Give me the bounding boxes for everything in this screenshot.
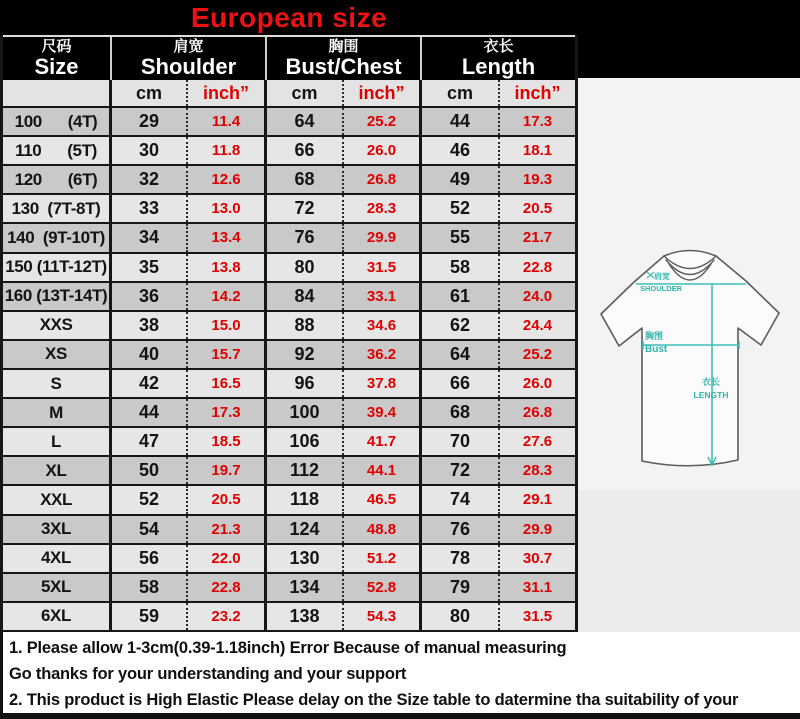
table-row [3, 195, 575, 224]
size-label: 6XL [3, 603, 112, 630]
table-row [3, 457, 575, 486]
value-cell: 72 [422, 457, 500, 484]
value-cell: 44 [422, 108, 500, 135]
header-length-en: Length [461, 53, 536, 79]
header-bust [267, 37, 422, 80]
value-cell: 54.3 [344, 603, 422, 630]
value-cell: 25.2 [344, 108, 422, 135]
header-shoulder-zh: 肩宽 [173, 38, 204, 56]
value-cell: 42 [112, 370, 188, 397]
value-cell: 11.8 [188, 137, 267, 164]
units-row [3, 80, 575, 108]
value-cell: 27.6 [522, 433, 553, 451]
unit-inch: inch” [188, 80, 267, 106]
size-label: 130 (7T-8T) [3, 195, 112, 222]
value-cell: 48.8 [344, 516, 422, 543]
value-cell: 64 [267, 108, 344, 135]
value-cell: 138 [267, 603, 344, 630]
value-cell: 21.7 [522, 229, 553, 247]
value-cell: 22.8 [522, 258, 553, 276]
unit-inch: inch” [514, 82, 561, 103]
size-label: 3XL [3, 516, 112, 543]
size-label: XL [3, 457, 112, 484]
table-header-row [3, 35, 575, 80]
value-cell: 30 [112, 137, 188, 164]
table-row [3, 486, 575, 515]
bust-label-zh: 胸围 [645, 331, 664, 341]
value-cell: 31.1 [522, 578, 553, 596]
table-row [3, 370, 575, 399]
value-cell: 44.1 [344, 457, 422, 484]
table-row [3, 137, 575, 166]
shoulder-label-en: SHOULDER [640, 284, 683, 293]
value-cell: 35 [112, 254, 188, 281]
table-row [3, 224, 575, 253]
table-row [3, 603, 575, 632]
value-cell: 51.2 [344, 545, 422, 572]
value-cell: 31.5 [344, 254, 422, 281]
value-cell: 76 [267, 224, 344, 251]
note-line-3: 2. This product is High Elastic Please delay on the Size table to datermine tha suitability of your [9, 691, 739, 709]
note-line-1: 1. Please allow 1-3cm(0.39-1.18inch) Error Because of manual measuring [9, 639, 567, 657]
value-cell: 32 [112, 166, 188, 193]
value-cell: 21.3 [188, 516, 267, 543]
value-cell: 92 [267, 341, 344, 368]
value-cell: 68 [267, 166, 344, 193]
value-cell: 88 [267, 312, 344, 339]
value-cell: 124 [267, 516, 344, 543]
value-cell: 33 [112, 195, 188, 222]
value-cell: 30.7 [522, 549, 553, 567]
size-table-body [3, 108, 575, 632]
value-cell: 118 [267, 486, 344, 513]
value-cell: 16.5 [188, 370, 267, 397]
value-cell: 41.7 [344, 428, 422, 455]
title-bar [0, 0, 578, 35]
value-cell: 80 [267, 254, 344, 281]
value-cell: 34 [112, 224, 188, 251]
value-cell: 39.4 [344, 399, 422, 426]
size-label: 110 (5T) [3, 137, 112, 164]
header-size-en: Size [34, 53, 79, 79]
table-row [3, 545, 575, 574]
shoulder-label-zh: 肩宽 [654, 272, 670, 281]
size-table [0, 35, 578, 632]
value-cell: 29.9 [344, 224, 422, 251]
header-size-zh: 尺码 [41, 38, 72, 56]
value-cell: 50 [112, 457, 188, 484]
value-cell: 12.6 [188, 166, 267, 193]
size-label: 140 (9T-10T) [3, 224, 112, 251]
length-label-en: LENGTH [693, 390, 729, 400]
value-cell: 78 [422, 545, 500, 572]
value-cell: 26.0 [344, 137, 422, 164]
value-cell: 46 [422, 137, 500, 164]
header-length [422, 37, 575, 80]
value-cell: 79 [422, 574, 500, 601]
value-cell: 106 [267, 428, 344, 455]
value-cell: 58 [112, 574, 188, 601]
value-cell: 31.5 [522, 607, 553, 625]
size-label: 160 (13T-14T) [3, 283, 112, 310]
table-row [3, 254, 575, 283]
tshirt-outline [601, 251, 779, 466]
size-label: XXL [3, 486, 112, 513]
value-cell: 55 [422, 224, 500, 251]
bust-label-en: Bust [645, 344, 668, 355]
header-size [3, 37, 112, 80]
value-cell: 28.3 [522, 462, 553, 480]
value-cell: 36 [112, 283, 188, 310]
value-cell: 13.4 [188, 224, 267, 251]
value-cell: 25.2 [522, 345, 553, 363]
unit-cm: cm [112, 80, 188, 106]
table-row [3, 108, 575, 137]
value-cell: 14.2 [188, 283, 267, 310]
value-cell: 26.8 [344, 166, 422, 193]
value-cell: 59 [112, 603, 188, 630]
page-title: European size [190, 1, 388, 33]
value-cell: 84 [267, 283, 344, 310]
value-cell: 80 [422, 603, 500, 630]
value-cell: 130 [267, 545, 344, 572]
length-label-zh: 衣长 [701, 377, 721, 387]
value-cell: 52 [112, 486, 188, 513]
value-cell: 28.3 [344, 195, 422, 222]
value-cell: 58 [422, 254, 500, 281]
value-cell: 61 [422, 283, 500, 310]
value-cell: 96 [267, 370, 344, 397]
value-cell: 17.3 [188, 399, 267, 426]
table-row [3, 399, 575, 428]
table-row [3, 312, 575, 341]
value-cell: 18.1 [522, 142, 553, 160]
value-cell: 37.8 [344, 370, 422, 397]
size-label: S [3, 370, 112, 397]
size-label: XS [3, 341, 112, 368]
value-cell: 19.3 [522, 171, 553, 189]
value-cell: 74 [422, 486, 500, 513]
value-cell: 18.5 [188, 428, 267, 455]
table-row [3, 283, 575, 312]
table-row [3, 166, 575, 195]
value-cell: 20.5 [522, 200, 553, 218]
unit-cm: cm [267, 80, 344, 106]
header-bust-en: Bust/Chest [285, 53, 402, 79]
size-label: 100 (4T) [3, 108, 112, 135]
value-cell: 100 [267, 399, 344, 426]
units-spacer [3, 80, 112, 106]
value-cell: 66 [267, 137, 344, 164]
size-label: XXS [3, 312, 112, 339]
table-row [3, 428, 575, 457]
value-cell: 52.8 [344, 574, 422, 601]
value-cell: 54 [112, 516, 188, 543]
value-cell: 26.8 [522, 404, 553, 422]
value-cell: 15.7 [188, 341, 267, 368]
value-cell: 13.8 [188, 254, 267, 281]
value-cell: 22.8 [188, 574, 267, 601]
value-cell: 29.1 [522, 491, 553, 509]
value-cell: 23.2 [188, 603, 267, 630]
header-length-zh: 衣长 [483, 38, 514, 56]
footer-notes [0, 632, 800, 719]
value-cell: 47 [112, 428, 188, 455]
value-cell: 29 [112, 108, 188, 135]
value-cell: 22.0 [188, 545, 267, 572]
size-label: M [3, 399, 112, 426]
value-cell: 19.7 [188, 457, 267, 484]
value-cell: 49 [422, 166, 500, 193]
value-cell: 26.0 [522, 375, 553, 393]
table-row [3, 516, 575, 545]
header-shoulder [112, 37, 267, 80]
size-label: 5XL [3, 574, 112, 601]
value-cell: 76 [422, 516, 500, 543]
value-cell: 15.0 [188, 312, 267, 339]
value-cell: 38 [112, 312, 188, 339]
size-label: 120 (6T) [3, 166, 112, 193]
size-label: 4XL [3, 545, 112, 572]
value-cell: 52 [422, 195, 500, 222]
size-label: 150 (11T-12T) [3, 254, 112, 281]
tshirt-diagram [590, 225, 790, 475]
value-cell: 33.1 [344, 283, 422, 310]
unit-inch: inch” [344, 80, 422, 106]
value-cell: 24.0 [522, 287, 553, 305]
value-cell: 70 [422, 428, 500, 455]
unit-cm: cm [422, 80, 500, 106]
value-cell: 134 [267, 574, 344, 601]
header-shoulder-en: Shoulder [140, 53, 237, 79]
value-cell: 36.2 [344, 341, 422, 368]
value-cell: 72 [267, 195, 344, 222]
size-label: L [3, 428, 112, 455]
value-cell: 64 [422, 341, 500, 368]
value-cell: 17.3 [522, 113, 553, 131]
note-line-2: Go thanks for your understanding and your support [9, 665, 407, 683]
header-bust-zh: 胸围 [328, 38, 359, 56]
value-cell: 20.5 [188, 486, 267, 513]
value-cell: 13.0 [188, 195, 267, 222]
value-cell: 66 [422, 370, 500, 397]
value-cell: 34.6 [344, 312, 422, 339]
table-row [3, 574, 575, 603]
value-cell: 40 [112, 341, 188, 368]
value-cell: 11.4 [188, 108, 267, 135]
value-cell: 112 [267, 457, 344, 484]
table-row [3, 341, 575, 370]
value-cell: 62 [422, 312, 500, 339]
value-cell: 29.9 [522, 520, 553, 538]
value-cell: 24.4 [522, 316, 553, 334]
value-cell: 44 [112, 399, 188, 426]
diagram-panel [578, 78, 800, 632]
value-cell: 68 [422, 399, 500, 426]
value-cell: 56 [112, 545, 188, 572]
value-cell: 46.5 [344, 486, 422, 513]
